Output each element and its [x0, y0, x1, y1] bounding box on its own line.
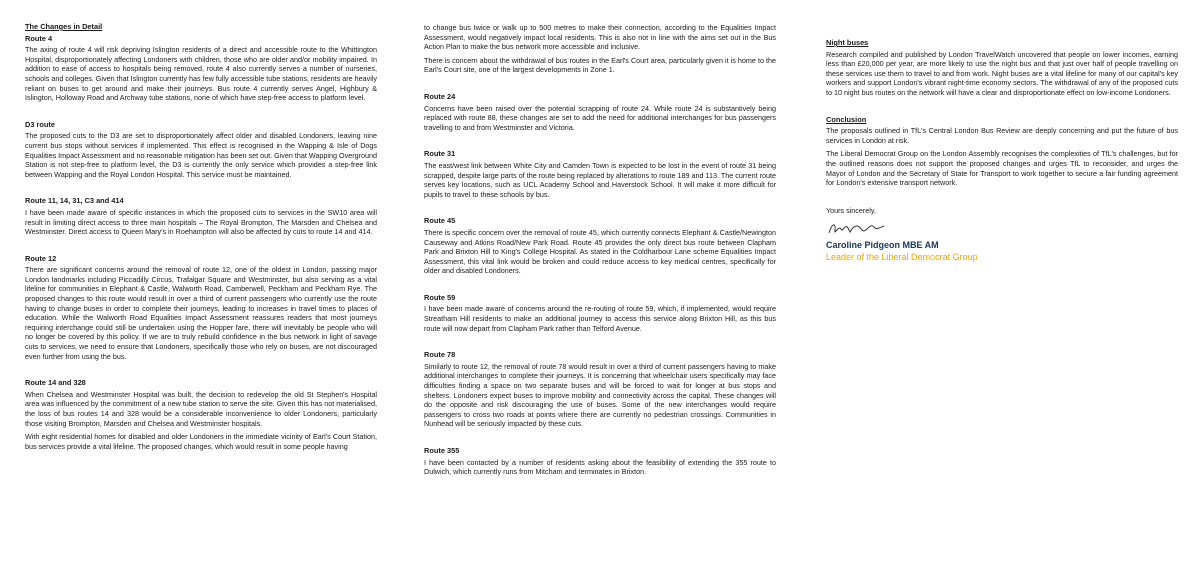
paragraph: There is concern about the withdrawal of bus routes in the Earl's Court area, particularly given it is home to the Earl's Court site, one of the largest developments in Zone 1.: [424, 55, 776, 75]
section-heading: Route 24: [424, 91, 456, 101]
section-heading: Route 45: [424, 216, 456, 226]
section: [424, 92, 776, 132]
section-heading: D3 route: [25, 119, 55, 129]
column-right: [826, 38, 1178, 263]
section: [424, 350, 776, 429]
section: [424, 216, 776, 276]
section: [25, 196, 377, 236]
paragraph: I have been made aware of concerns around the re-routing of route 59, which, if implemented, would require Streatham Hill residents to make an additional journey to access this service along Brixton Hill, as this bus route will now depart from Clapham Park rather than Telford Avenue.: [424, 304, 776, 333]
column-middle: [424, 23, 776, 494]
col2-sections: [424, 92, 776, 477]
section-heading: Route 12: [25, 253, 57, 263]
paragraph: The axing of route 4 will risk depriving Islington residents of a direct and accessible route to the Whittington Hospital, disproportionately affecting Londoners with children, those who are older and/or mobility impaired. In addition to ease of access to hospitals being removed, route 4 also currently serves a number of nurseries, schools and colleges. Given that Islington currently has few fully accessible tube stations, residents are heavily reliant on buses to get around and make their journeys. Bus route 4 currently serves Angel, Highbury & Islington, Holloway Road and Archway tube stations, none of which have step-free access to platform level.: [25, 45, 377, 103]
col3-sections: [826, 38, 1178, 188]
section: [424, 149, 776, 199]
paragraph: to change bus twice or walk up to 500 metres to make their connection, according to the Equalities Impact Assessment, would negatively impact local residents. This is also not in line with the aims set out in the Bus Action Plan to make the bus network more accessible and inclusive.: [424, 23, 776, 52]
column-left: [25, 22, 377, 468]
signatory-name: Caroline Pidgeon MBE AM: [826, 240, 939, 251]
paragraph: I have been made aware of specific instances in which the proposed cuts to services in the SW10 area will result in limiting direct access to three main hospitals – The Royal Brompton, The Marsden and Chelsea and Westminster. Direct access to Queen Mary's in Roehampton will also be affected by cuts to route 14 and 414.: [25, 207, 377, 237]
section-heading: Route 31: [424, 149, 456, 159]
section: [25, 34, 377, 103]
paragraph: I have been contacted by a number of residents asking about the feasibility of extending the 355 route to Dulwich, which currently runs from Mitcham and terminates in Brixton.: [424, 457, 776, 477]
section-heading: Night buses: [826, 38, 869, 47]
closing-salutation: Yours sincerely,: [826, 205, 876, 215]
section: [25, 378, 377, 451]
paragraph: The proposed cuts to the D3 are set to disproportionately affect older and disabled Londoners, leaving nine current bus stops without services if implemented. This effect is recognised in the Wapping & Isle of Dogs Equalities Impact Assessment and no reasonable mitigation has been set out. Given that Wapping Overground Station is not step-free to platform level, the D3 is currently the only service which provides a step-free link between Wapping and the Royal London Hospital. This service must be maintained.: [25, 131, 377, 179]
section-heading: Route 355: [424, 446, 460, 455]
paragraph: The proposals outlined in TfL's Central London Bus Review are deeply concerning and put the future of bus services in London at risk.: [826, 126, 1178, 145]
signatory-role: Leader of the Liberal Democrat Group: [826, 252, 978, 263]
section-heading: Route 78: [424, 350, 456, 360]
paragraph: The east/west link between White City and Camden Town is expected to be lost in the event of route 31 being scrapped, despite large parts of the route being replaced by alterations to route 189 and 113. The current route serves key locations, such as UCL Academy School and Haverstock School. It will make it more difficult for pupils to travel to these schools by bus.: [424, 160, 776, 199]
paragraph: The Liberal Democrat Group on the London Assembly recognises the complexities of TfL's challenges, but for the outlined reasons does not support the proposed changes and urges TfL to reconsider, and urges the Mayor of London and the Secretary of State for Transport to work together to secure a fair funding agreement for London's extensive transport network.: [826, 149, 1178, 188]
paragraph: Research compiled and published by London TravelWatch uncovered that people on lower incomes, earning less than £20,000 per year, are more likely to use the night bus and that just over half of people travelling on these services use them to travel to and from work. Night buses are a vital lifeline for many of our capital's key workers and support London's vibrant night-time economy sectors. The withdrawal of any of the proposed cuts to 10 night bus routes on the network will have a clear and disproportionate effect on low-income Londoners.: [826, 49, 1178, 97]
paragraph: When Chelsea and Westminster Hospital was built, the decision to redevelop the old St Stephen's Hospital area was influenced by the commitment of a new tube station to serve the site. Given this has not materialised, the loss of bus routes 14 and 328 would be a considerable inconvenience to older Londoners, particularly those visiting Brompton, Marsden and Chelsea and Westminster hospitals.: [25, 389, 377, 428]
col1-sections: [25, 34, 377, 452]
section: [826, 115, 1178, 188]
section-heading: Conclusion: [826, 114, 867, 124]
paragraph: Concerns have been raised over the potential scrapping of route 24. While route 24 is substantively being replaced with route 88, these changes are set to add the need for additional interchanges for bus passengers travelling to and from Westminster and Victoria.: [424, 103, 776, 132]
section: [424, 446, 776, 477]
section-heading: Route 4: [25, 33, 53, 43]
section: [826, 38, 1178, 98]
document-title: The Changes in Detail: [25, 22, 103, 31]
section-heading: Route 14 and 328: [25, 378, 86, 388]
section: [25, 254, 377, 362]
handwritten-signature: [826, 219, 1178, 237]
paragraph: There is specific concern over the removal of route 45, which currently connects Elephant & Castle/Newington Causeway and Atkins Road/New Park Road. Route 45 provides the only direct bus route between Clapham Park and Brixton Hill to King's College Hospital. As stated in the Coldharbour Lane scheme Equalities Impact Assessment, this vital link would be broken and could reduce access to key medical centres, specifically for older and disabled Londoners.: [424, 227, 776, 276]
section: [25, 120, 377, 180]
paragraph: There are significant concerns around the removal of route 12, one of the oldest in London, passing major London landmarks including Piccadilly Circus, Trafalgar Square and Westminster, but also serving as a vital lifeline for communities in Elephant & Castle, Walworth Road, Camberwell, Peckham and Peckham Rye. The proposed changes to this route would result in over a third of current passengers who currently use the route having to change buses in order to complete their journeys, leading to increases in travel times to places of education. While the Walworth Road Equalities Impact Assessment reassures readers that most journeys requiring interchange could still be undertaken using the Hopper fare, there will inevitably be people who will no longer be covered by this policy. If we are to truly rebuild confidence in the bus network in light of savage cuts to services, we need to ensure that Londoners, specifically those who rely on buses, are not discouraged even further from using the bus.: [25, 265, 377, 361]
paragraph: With eight residential homes for disabled and older Londoners in the immediate vicinity of Earl's Court Station, bus services provide a vital lifeline. The proposed changes, which would result in some people having: [25, 432, 377, 451]
paragraph: Similarly to route 12, the removal of route 78 would result in over a third of current passengers having to make additional interchanges to complete their journeys. It is concerning that wheelchair users specifically may face difficulties finding a space on two separate buses and will be forced to wait for longer at bus stops and shelters. Londoners expect buses to improve mobility and connectivity across the capital. These changes will do the opposite and risk discouraging the use of buses. Some of the new interchanges would require passengers to cross two roads at points where there are currently no pedestrian crossings. Communities in Nunhead will be seriously impacted by these cuts.: [424, 361, 776, 429]
col2-intro: [424, 23, 776, 75]
section-heading: Route 59: [424, 292, 456, 302]
section-heading: Route 11, 14, 31, C3 and 414: [25, 196, 124, 206]
section: [424, 293, 776, 333]
